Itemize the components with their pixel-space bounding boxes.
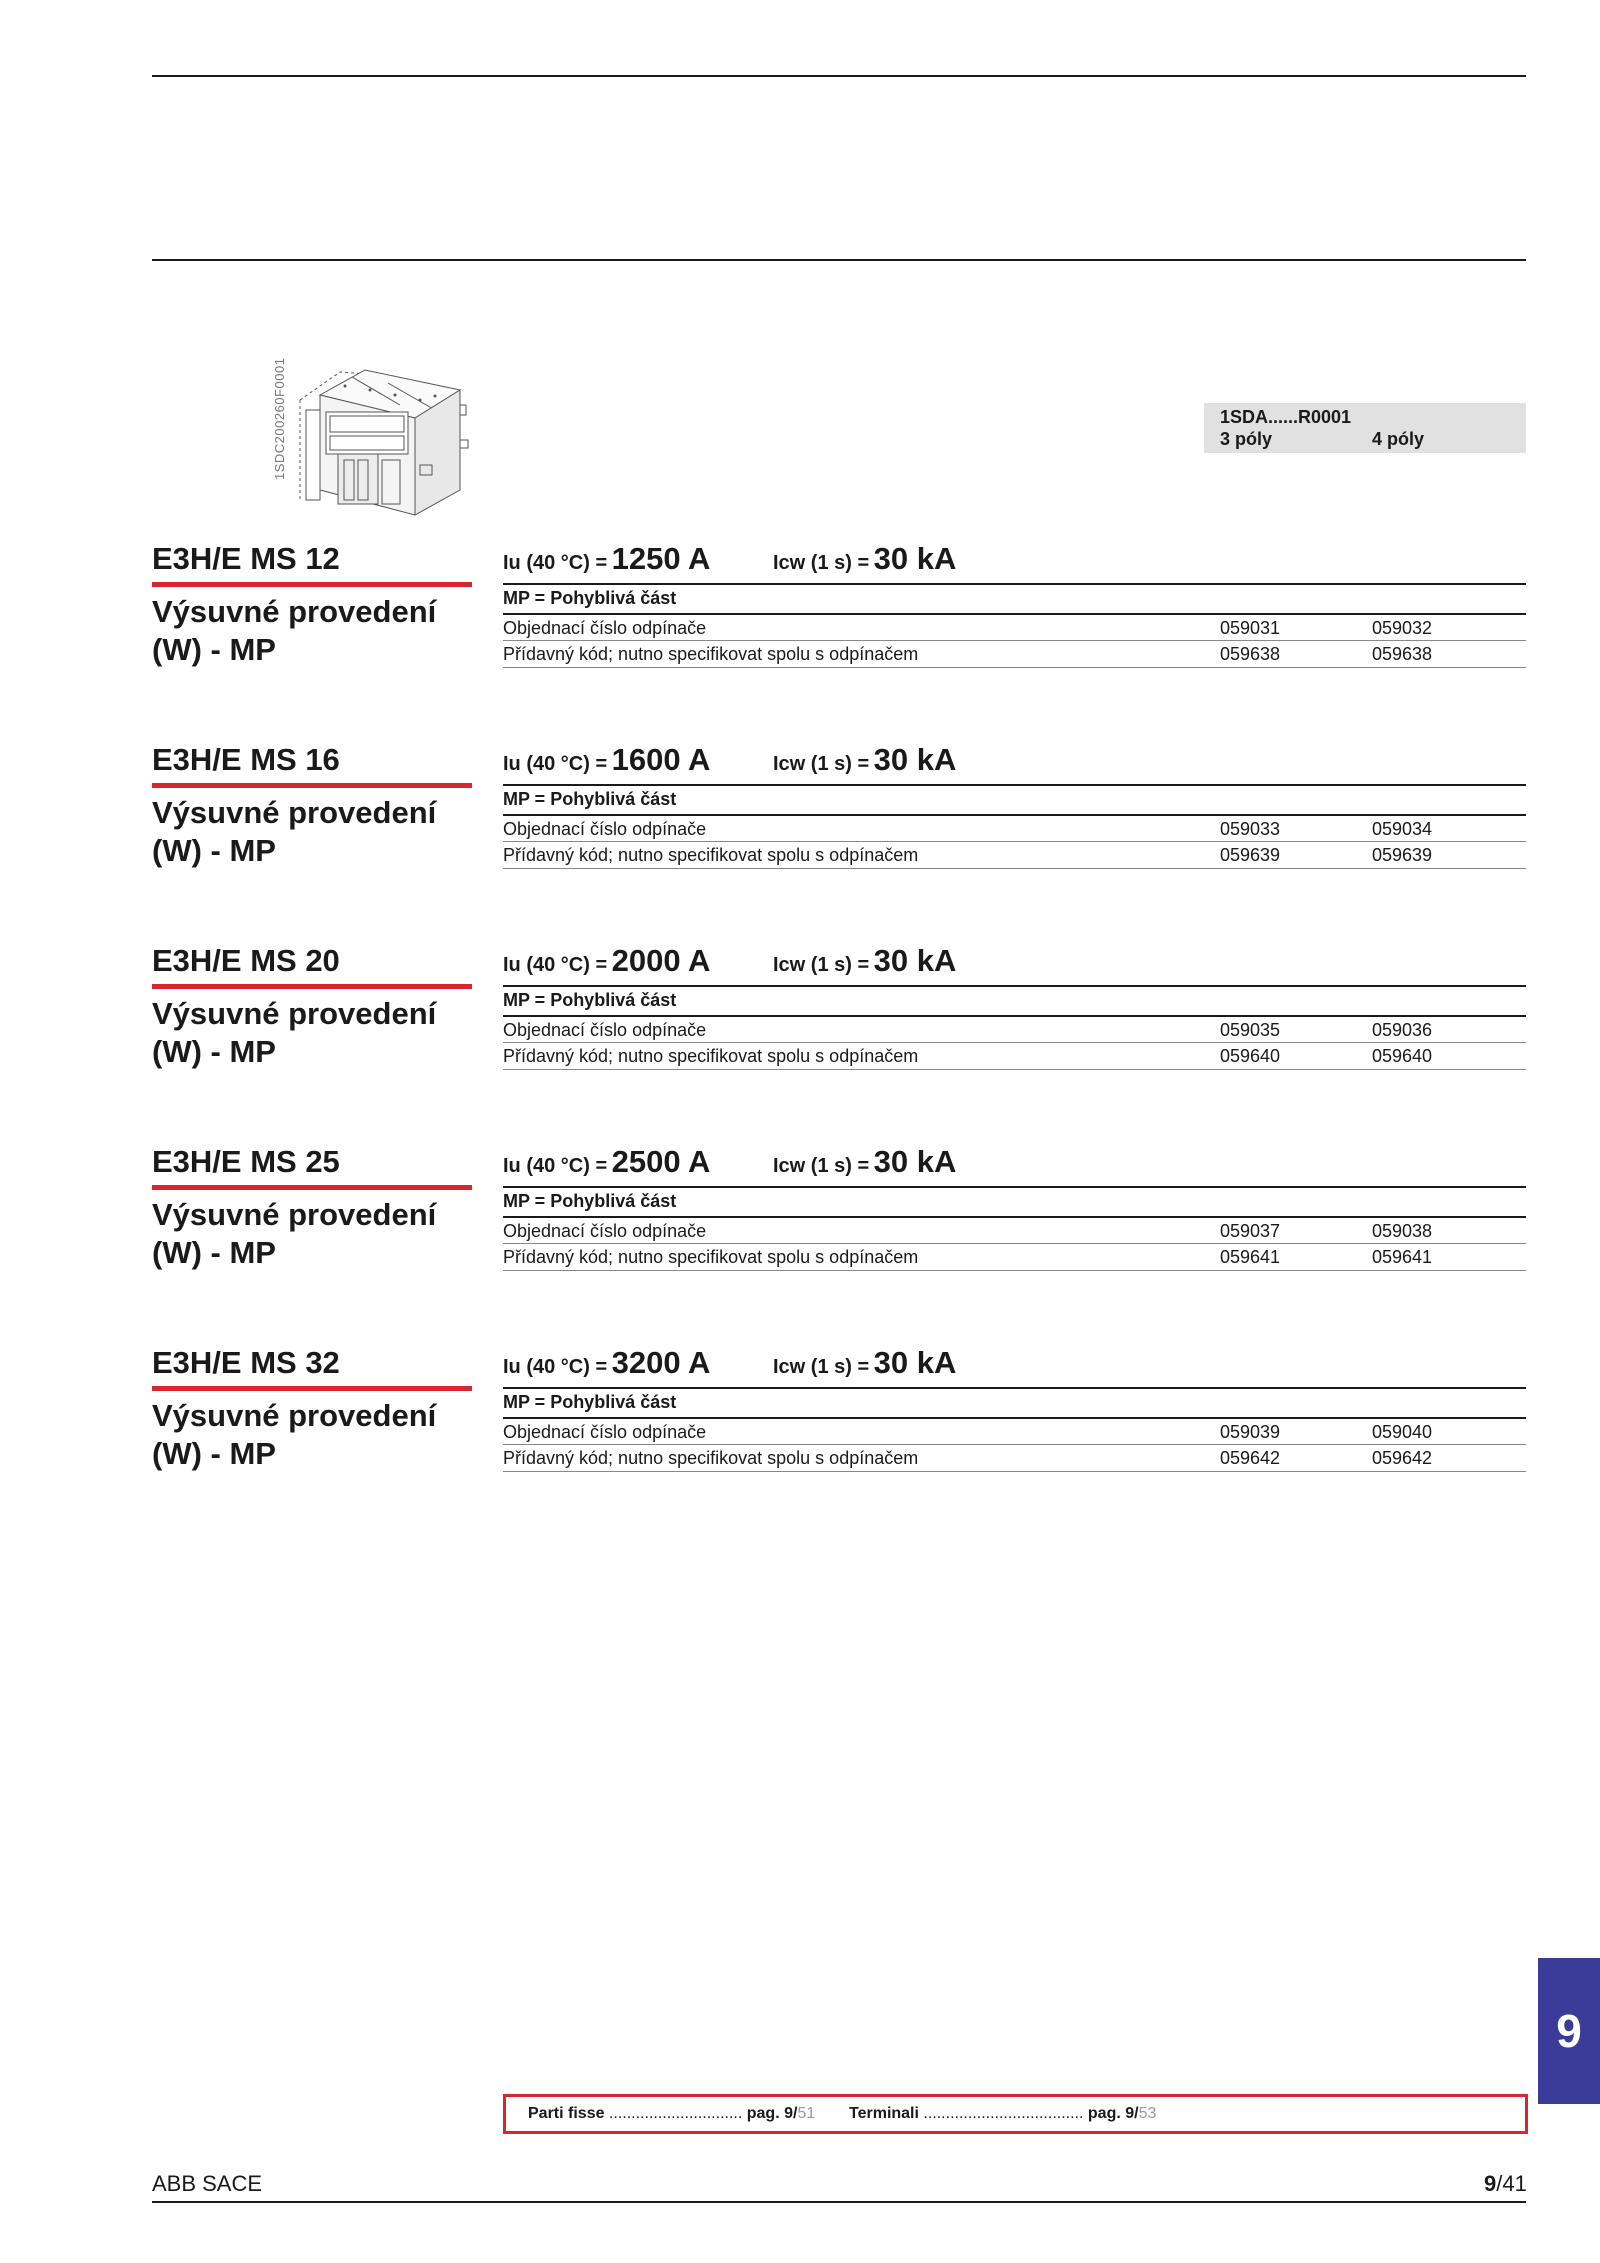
iu-value: 3200 A <box>611 1345 711 1380</box>
code-4-poles: 059641 <box>1372 1247 1433 1267</box>
row-label: Objednací číslo odpínače <box>503 819 707 839</box>
code-3-poles: 059033 <box>1220 819 1281 839</box>
code-4-poles: 059034 <box>1372 819 1433 839</box>
product-title: E3H/E MS 16 <box>152 742 340 777</box>
icw-label: Icw (1 s) = <box>773 1356 870 1378</box>
moving-part-label: MP = Pohyblivá část <box>503 588 677 608</box>
moving-part-label: MP = Pohyblivá část <box>503 1392 677 1412</box>
reference-page-number: 53 <box>1138 2105 1157 2122</box>
reference-page-prefix: pag. 9/ <box>1087 2105 1139 2122</box>
product-section <box>0 541 1600 711</box>
iu-value: 2000 A <box>611 943 711 978</box>
row-label: Přídavný kód; nutno specifikovat spolu s odpínačem <box>503 845 919 865</box>
code-4-poles: 059638 <box>1372 644 1433 664</box>
table-row <box>503 1244 1526 1270</box>
short-time-current <box>773 541 956 577</box>
row-divider <box>503 1471 1526 1472</box>
row-label: Objednací číslo odpínače <box>503 618 707 638</box>
icw-label: Icw (1 s) = <box>773 954 870 976</box>
header-rule <box>152 259 1526 261</box>
product-subtitle <box>152 1196 436 1272</box>
table-row <box>503 615 1526 641</box>
code-4-poles: 059032 <box>1372 618 1433 638</box>
section-rule <box>503 583 1526 585</box>
subtitle-line: (W) - MP <box>152 632 276 667</box>
code-4-poles: 059640 <box>1372 1046 1433 1066</box>
iu-label: Iu (40 °C) = <box>503 1356 608 1378</box>
subtitle-line: Výsuvné provedení <box>152 1197 437 1232</box>
title-underline <box>152 1185 472 1190</box>
moving-part-label: MP = Pohyblivá část <box>503 789 677 809</box>
reference-link[interactable] <box>528 2105 815 2123</box>
reference-link[interactable] <box>849 2105 1156 2123</box>
iu-label: Iu (40 °C) = <box>503 753 608 775</box>
page-index: /41 <box>1496 2171 1527 2196</box>
order-code-header <box>1204 403 1526 453</box>
subtitle-line: Výsuvné provedení <box>152 1398 437 1433</box>
code-3-poles: 059641 <box>1220 1247 1281 1267</box>
reference-label: Terminali <box>849 2105 919 2122</box>
image-code-label: 1SDC200260F0001 <box>272 357 287 480</box>
icw-value: 30 kA <box>873 943 957 978</box>
iu-label: Iu (40 °C) = <box>503 954 608 976</box>
row-label: Objednací číslo odpínače <box>503 1020 707 1040</box>
circuit-breaker-drawing <box>270 350 480 550</box>
row-divider <box>503 1069 1526 1070</box>
column-3-poles: 3 póly <box>1220 429 1273 449</box>
footer-company: ABB SACE <box>152 2171 263 2196</box>
code-3-poles: 059035 <box>1220 1020 1281 1040</box>
code-3-poles: 059642 <box>1220 1448 1281 1468</box>
row-label: Přídavný kód; nutno specifikovat spolu s odpínačem <box>503 1448 919 1468</box>
product-subtitle <box>152 995 436 1071</box>
footer-page-number <box>1484 2171 1527 2197</box>
reference-dots: .................................... <box>918 2105 1084 2122</box>
icw-label: Icw (1 s) = <box>773 1155 870 1177</box>
iu-label: Iu (40 °C) = <box>503 1155 608 1177</box>
row-label: Přídavný kód; nutno specifikovat spolu s odpínačem <box>503 644 919 664</box>
rated-current <box>503 1144 710 1180</box>
reference-dots: .............................. <box>604 2105 743 2122</box>
table-row <box>503 1218 1526 1244</box>
table-row <box>503 842 1526 868</box>
table-row <box>503 1445 1526 1471</box>
order-code-prefix: 1SDA......R0001 <box>1220 407 1352 427</box>
row-label: Přídavný kód; nutno specifikovat spolu s odpínačem <box>503 1247 919 1267</box>
table-row <box>503 1419 1526 1445</box>
cross-reference-box <box>503 2094 1528 2134</box>
product-section <box>0 1345 1600 1515</box>
icw-value: 30 kA <box>873 1345 957 1380</box>
product-title: E3H/E MS 32 <box>152 1345 340 1380</box>
title-underline <box>152 984 472 989</box>
subtitle-line: (W) - MP <box>152 1436 276 1471</box>
row-divider <box>503 868 1526 869</box>
icw-value: 30 kA <box>873 1144 957 1179</box>
icw-label: Icw (1 s) = <box>773 753 870 775</box>
footer-rule <box>152 2201 1526 2203</box>
title-underline <box>152 1386 472 1391</box>
iu-value: 1600 A <box>611 742 711 777</box>
rated-current <box>503 1345 710 1381</box>
code-4-poles: 059036 <box>1372 1020 1433 1040</box>
row-divider <box>503 667 1526 668</box>
product-subtitle <box>152 593 436 669</box>
chapter-tab[interactable]: 9 <box>1538 1958 1600 2104</box>
icw-value: 30 kA <box>873 541 957 576</box>
icw-value: 30 kA <box>873 742 957 777</box>
subtitle-line: Výsuvné provedení <box>152 594 437 629</box>
iu-label: Iu (40 °C) = <box>503 552 608 574</box>
code-4-poles: 059040 <box>1372 1422 1433 1442</box>
code-4-poles: 059639 <box>1372 845 1433 865</box>
short-time-current <box>773 1345 956 1381</box>
subtitle-line: (W) - MP <box>152 1235 276 1270</box>
rated-current <box>503 742 710 778</box>
subtitle-line: Výsuvné provedení <box>152 795 437 830</box>
reference-page-prefix: pag. 9/ <box>746 2105 798 2122</box>
code-4-poles: 059642 <box>1372 1448 1433 1468</box>
reference-label: Parti fisse <box>528 2105 605 2122</box>
product-subtitle <box>152 794 436 870</box>
code-3-poles: 059039 <box>1220 1422 1281 1442</box>
column-4-poles: 4 póly <box>1372 429 1425 449</box>
code-3-poles: 059031 <box>1220 618 1281 638</box>
product-section <box>0 1144 1600 1314</box>
icw-label: Icw (1 s) = <box>773 552 870 574</box>
product-subtitle <box>152 1397 436 1473</box>
rated-current <box>503 541 710 577</box>
table-row <box>503 1043 1526 1069</box>
section-rule <box>503 784 1526 786</box>
code-3-poles: 059640 <box>1220 1046 1281 1066</box>
code-3-poles: 059037 <box>1220 1221 1281 1241</box>
product-title: E3H/E MS 12 <box>152 541 340 576</box>
table-row <box>503 1017 1526 1043</box>
code-3-poles: 059638 <box>1220 644 1281 664</box>
subtitle-line: (W) - MP <box>152 1034 276 1069</box>
table-row <box>503 816 1526 842</box>
short-time-current <box>773 1144 956 1180</box>
title-underline <box>152 582 472 587</box>
subtitle-line: (W) - MP <box>152 833 276 868</box>
section-rule <box>503 1186 1526 1188</box>
product-section <box>0 943 1600 1113</box>
table-row <box>503 641 1526 667</box>
product-title: E3H/E MS 20 <box>152 943 340 978</box>
row-label: Objednací číslo odpínače <box>503 1422 707 1442</box>
title-underline <box>152 783 472 788</box>
section-rule <box>503 985 1526 987</box>
moving-part-label: MP = Pohyblivá část <box>503 1191 677 1211</box>
section-rule <box>503 1387 1526 1389</box>
iu-value: 1250 A <box>611 541 711 576</box>
code-3-poles: 059639 <box>1220 845 1281 865</box>
moving-part-label: MP = Pohyblivá část <box>503 990 677 1010</box>
code-4-poles: 059038 <box>1372 1221 1433 1241</box>
subtitle-line: Výsuvné provedení <box>152 996 437 1031</box>
row-label: Přídavný kód; nutno specifikovat spolu s odpínačem <box>503 1046 919 1066</box>
short-time-current <box>773 943 956 979</box>
row-label: Objednací číslo odpínače <box>503 1221 707 1241</box>
iu-value: 2500 A <box>611 1144 711 1179</box>
product-title: E3H/E MS 25 <box>152 1144 340 1179</box>
reference-page-number: 51 <box>797 2105 816 2122</box>
product-section <box>0 742 1600 912</box>
short-time-current <box>773 742 956 778</box>
rated-current <box>503 943 710 979</box>
top-rule <box>152 75 1526 77</box>
row-divider <box>503 1270 1526 1271</box>
page-chapter: 9 <box>1484 2171 1497 2196</box>
